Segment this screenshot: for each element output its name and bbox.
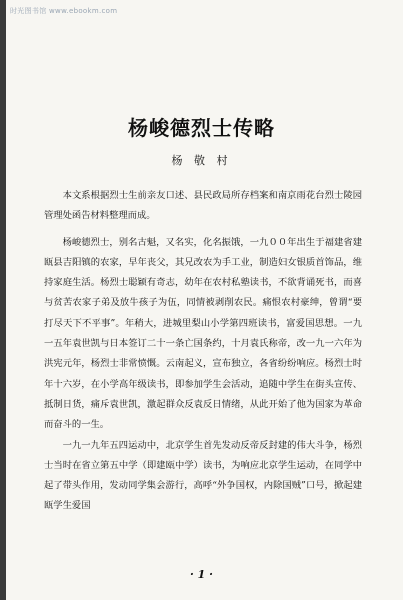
paragraph: 杨峻德烈士，别名古魁，又名实，化名振饿，一九００年出生于福建省建瓯县吉阳镇的农家，早年丧父，其兄改农为手工业，制造妇女银质首饰品，维持家庭生活。杨烈士聪颖有奇志，幼年在农村私塾读书，不欲背诵死书，而喜与贫苦农家子弟及放牛孩子为伍，同情被剥削农民。痛恨农村豪绅，曾谓“要打尽天下不平事”。年稍大，进城里梨山小学第四班读书，富爱国思想。一九一五年袁世凯与日本签订二十一条亡国条约，十月袁氏称帝，改一九一六年为洪宪元年，杨烈士非常愤慨。云南起义，宣布独立，各省纷纷响应。杨烈士时年十六岁，在小学高年级读书，即参加学生会活动，追随中学生在街头宣传、抵制日货，痛斥袁世凯，激起群众反袁反日情绪，从此开始了他为国家为革命而奋斗的一生。	[44, 236, 362, 431]
author-name: 杨 敬 村	[171, 154, 232, 167]
page-number: · 1 ·	[190, 568, 213, 581]
book-binding-edge	[0, 0, 6, 600]
watermark: 时光图书馆 www.ebookm.com	[10, 7, 118, 15]
page-title: 杨峻德烈士传略	[128, 116, 275, 140]
paragraph: 一九一九年五四运动中，北京学生首先发动反帝反封建的伟大斗争，杨烈士当时在省立第五中学（即建瓯中学）读书，为响应北京学生运动，在同学中起了带头作用，发动同学集会游行，高呼“外争国权，内除国贼”口号，掀起建瓯学生爱国	[44, 439, 362, 512]
body-text	[44, 186, 362, 517]
intro-paragraph: 本文系根据烈士生前亲友口述、县民政局所存档案和南京雨花台烈士陵园管理处函告材料整理而成。	[44, 190, 362, 222]
